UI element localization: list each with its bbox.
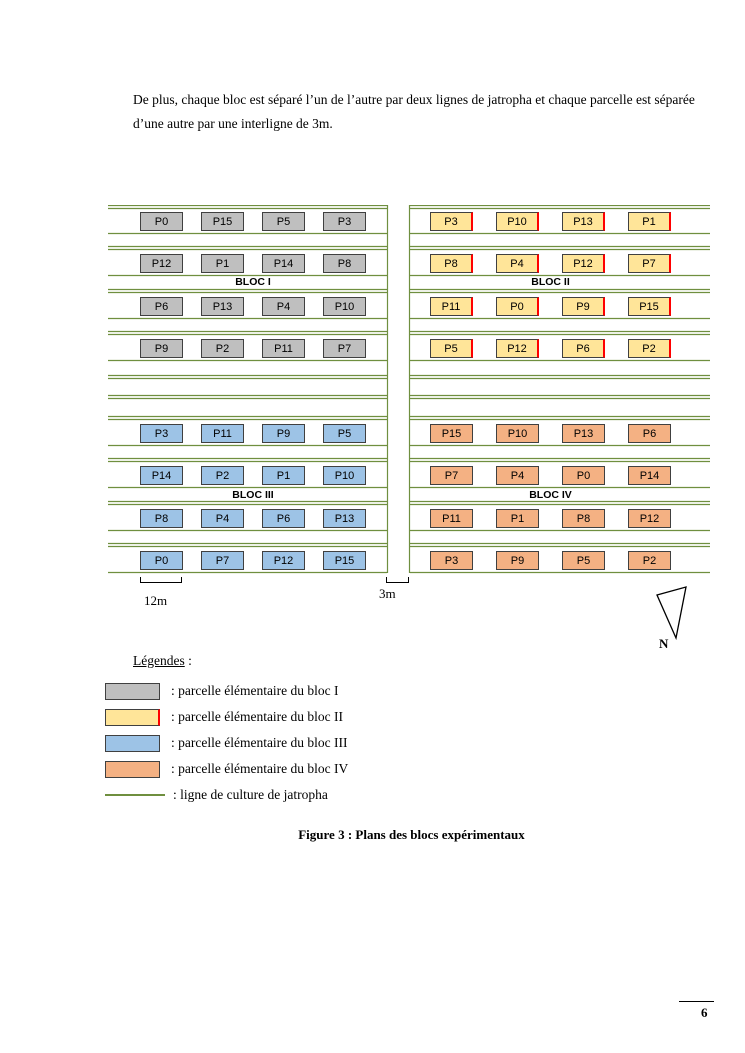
parcel-cell: P11 (430, 297, 473, 316)
legend-title (133, 653, 525, 669)
parcel-cell: P4 (496, 254, 539, 273)
legend-label: : parcelle élémentaire du bloc III (171, 735, 348, 750)
legend-swatch-jatropha-line (105, 794, 165, 796)
north-arrow-icon (648, 583, 693, 643)
legend-label: : parcelle élémentaire du bloc I (171, 683, 339, 698)
bloc3-label: BLOC III (232, 489, 274, 501)
legend (105, 653, 525, 808)
parcel-cell: P8 (140, 509, 183, 528)
parcel-cell: P15 (628, 297, 671, 316)
parcel-cell: P14 (628, 466, 671, 485)
parcel-cell: P15 (323, 551, 366, 570)
legend-swatch-bloc2 (105, 709, 160, 726)
parcel-cell: P1 (628, 212, 671, 231)
parcel-cell: P7 (628, 254, 671, 273)
legend-item-bloc2 (105, 704, 525, 730)
parcel-cell: P5 (323, 424, 366, 443)
parcel-cell: P3 (323, 212, 366, 231)
parcel-cell: P1 (201, 254, 244, 273)
legend-title-colon: : (184, 653, 192, 668)
parcel-cell: P12 (262, 551, 305, 570)
parcel-cell: P12 (628, 509, 671, 528)
gap-brace (386, 577, 409, 583)
parcel-cell: P6 (262, 509, 305, 528)
parcel-cell: P3 (140, 424, 183, 443)
parcel-cell: P13 (201, 297, 244, 316)
page-number: 6 (701, 1005, 708, 1020)
parcel-cell: P6 (562, 339, 605, 358)
parcel-cell: P7 (323, 339, 366, 358)
parcel-cell: P10 (323, 297, 366, 316)
parcel-cell: P5 (562, 551, 605, 570)
width-brace (140, 577, 182, 583)
parcel-cell: P3 (430, 551, 473, 570)
parcel-cell: P4 (201, 509, 244, 528)
legend-swatch-bloc4 (105, 761, 160, 778)
parcel-cell: P15 (201, 212, 244, 231)
parcel-cell: P13 (323, 509, 366, 528)
parcel-cell: P15 (430, 424, 473, 443)
parcel-cell: P11 (201, 424, 244, 443)
parcel-cell: P9 (562, 297, 605, 316)
legend-item-bloc1 (105, 678, 525, 704)
parcel-cell: P0 (496, 297, 539, 316)
parcel-cell: P4 (496, 466, 539, 485)
parcel-cell: P1 (262, 466, 305, 485)
north-label: N (659, 636, 669, 651)
parcel-cell: P2 (628, 339, 671, 358)
parcel-cell: P0 (140, 212, 183, 231)
parcel-cell: P12 (496, 339, 539, 358)
parcel-cell: P9 (140, 339, 183, 358)
parcel-cell: P13 (562, 212, 605, 231)
parcel-cell: P0 (140, 551, 183, 570)
legend-label: : parcelle élémentaire du bloc IV (171, 761, 349, 776)
parcel-cell: P7 (430, 466, 473, 485)
parcel-cell: P14 (262, 254, 305, 273)
parcel-cell: P14 (140, 466, 183, 485)
parcel-cell: P13 (562, 424, 605, 443)
parcel-cell: P11 (430, 509, 473, 528)
legend-item-bloc4 (105, 756, 525, 782)
jatropha-lines (108, 205, 710, 574)
parcel-cell: P10 (496, 212, 539, 231)
parcel-cell: P8 (562, 509, 605, 528)
parcel-cell: P2 (628, 551, 671, 570)
parcel-cell: P5 (430, 339, 473, 358)
parcel-cell: P8 (323, 254, 366, 273)
parcel-cell: P6 (140, 297, 183, 316)
parcel-cell: P4 (262, 297, 305, 316)
parcel-cell: P12 (562, 254, 605, 273)
legend-title-word: Légendes (133, 653, 185, 668)
parcel-cell: P2 (201, 339, 244, 358)
legend-item-jatropha-line (105, 782, 525, 808)
parcel-cell: P9 (262, 424, 305, 443)
parcel-cell: P12 (140, 254, 183, 273)
parcel-cell: P7 (201, 551, 244, 570)
footer-rule (679, 1001, 714, 1002)
parcel-cell: P9 (496, 551, 539, 570)
experimental-blocks-diagram (108, 205, 710, 574)
parcel-cell: P0 (562, 466, 605, 485)
block-gap-label: 3m (379, 586, 396, 601)
intro-paragraph: De plus, chaque bloc est séparé l’un de l’autre par deux lignes de jatropha et chaque parcelle est séparée d’une autre par une interligne de 3m. (133, 92, 695, 131)
parcel-cell: P10 (496, 424, 539, 443)
bloc1-label: BLOC I (235, 276, 271, 288)
bloc4-label: BLOC IV (529, 489, 572, 501)
bloc2-label: BLOC II (531, 276, 570, 288)
parcel-cell: P8 (430, 254, 473, 273)
parcel-cell: P11 (262, 339, 305, 358)
parcel-width-label: 12m (144, 593, 168, 608)
parcel-cell: P10 (323, 466, 366, 485)
figure-caption: Figure 3 : Plans des blocs expérimentaux (298, 827, 525, 842)
legend-label: : ligne de culture de jatropha (173, 787, 328, 802)
legend-swatch-bloc3 (105, 735, 160, 752)
parcel-cell: P2 (201, 466, 244, 485)
legend-label: : parcelle élémentaire du bloc II (171, 709, 344, 724)
parcel-cell: P5 (262, 212, 305, 231)
parcel-cell: P6 (628, 424, 671, 443)
parcel-cell: P1 (496, 509, 539, 528)
legend-swatch-bloc1 (105, 683, 160, 700)
legend-item-bloc3 (105, 730, 525, 756)
parcel-cell: P3 (430, 212, 473, 231)
